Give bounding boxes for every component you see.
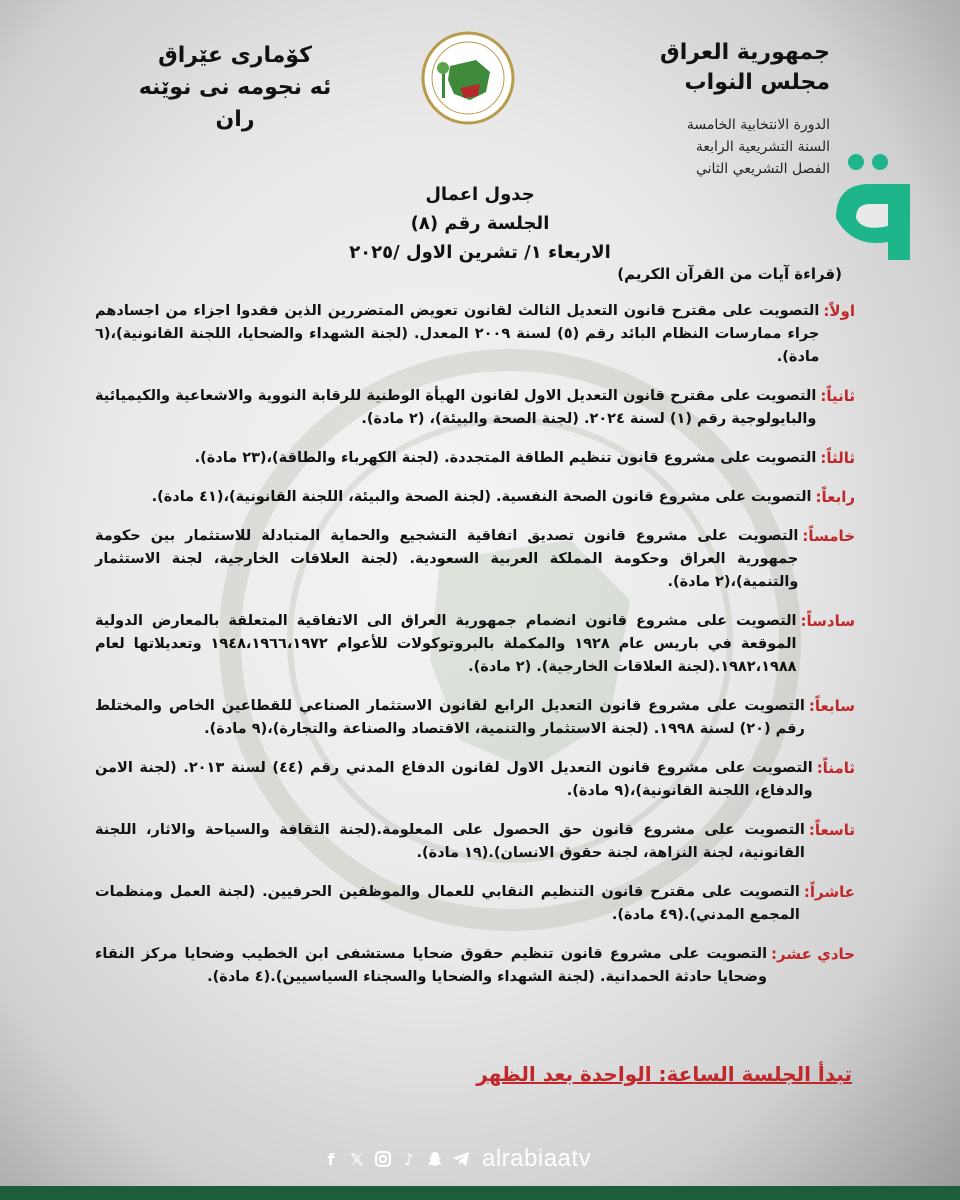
agenda-item	[95, 525, 855, 594]
alrabiaa-logo-icon	[822, 148, 922, 268]
agenda-title	[300, 180, 660, 267]
parliament-name: مجلس النواب	[684, 70, 830, 95]
facebook-icon[interactable]: f	[327, 1149, 335, 1169]
item-label: اولاً:	[823, 302, 855, 320]
item-label: سابعاً:	[808, 697, 855, 715]
item-text: التصويت على مشروع قانون تنظيم الطاقة المتجددة. (لجنة الكهرباء والطاقة)،(٢٣ مادة).	[194, 450, 817, 466]
agenda-item	[95, 300, 855, 369]
item-text: التصويت على مقترح قانون التعديل الثالث لقانون تعويض المتضررين الذين فقدوا اجزاء من اجسادهم جراء ممارسات النظام البائد رقم (٥) لسنة ٢٠٠٩ المعدل. (لجنة الشهداء والضحايا، اللجنة القانونية)،(٦ مادة).	[95, 303, 820, 365]
country-name: جمهورية العراق	[660, 40, 830, 65]
agenda-item	[95, 943, 855, 989]
header-left	[120, 40, 350, 136]
snapchat-icon[interactable]	[426, 1150, 444, 1168]
item-text: التصويت على مشروع قانون الصحة النفسية. (لجنة الصحة والبيئة، اللجنة القانونية)،(٤١ مادة).	[151, 489, 812, 505]
parliament-emblem-icon	[420, 30, 516, 126]
quran-reading: (قراءة آيات من القرآن الكريم)	[617, 265, 842, 283]
agenda-item	[95, 610, 855, 679]
item-label: سادساً:	[800, 612, 855, 630]
session-info-1: الدورة الانتخابية الخامسة	[686, 117, 830, 133]
country-name-kurdish: كۆمارى عێراق	[158, 43, 312, 68]
item-text: التصويت على مشروع قانون انضمام جمهورية العراق الى الاتفاقية المتعلقة بالمعارض الدولية الموقعة في باريس عام ١٩٢٨ والمكملة بالبروتوكولات للأعوام ١٩٤٨،١٩٦٦،١٩٧٢ وتعديلاتها لعام ١٩٨٢،١٩٨٨.(لجنة العلاقات الخارجية). (٢ مادة).	[95, 613, 797, 675]
agenda-item	[95, 695, 855, 741]
parliament-name-kurdish: ئه نجومه نى نوێنه ران	[138, 75, 332, 132]
item-text: التصويت على مشروع قانون حق الحصول على المعلومة.(لجنة الثقافة والسياحة والاثار، اللجنة القانونية، لجنة النزاهة، لجنة حقوق الانسان).(١٩ مادة).	[95, 822, 805, 861]
item-label: تاسعاً:	[808, 821, 855, 839]
item-label: ثالثاً:	[820, 449, 855, 467]
item-label: حادي عشر:	[771, 945, 855, 963]
agenda-item	[95, 486, 855, 509]
telegram-icon[interactable]	[452, 1150, 470, 1168]
instagram-icon[interactable]	[374, 1150, 392, 1168]
item-text: التصويت على مشروع قانون تنظيم حقوق ضحايا مستشفى ابن الخطيب وضحايا مركز النقاء وضحايا حادثة الحمدانية. (لجنة الشهداء والضحايا والسجناء السياسيين).(٤ مادة).	[95, 946, 768, 985]
agenda-heading: جدول اعمال	[425, 184, 535, 205]
agenda-item	[95, 385, 855, 431]
agenda-item	[95, 757, 855, 803]
session-date: الاربعاء ١/ تشرين الاول /٢٠٢٥	[349, 242, 611, 263]
session-info-2: السنة التشريعية الرابعة	[695, 139, 830, 155]
session-info-3: الفصل التشريعي الثاني	[695, 161, 830, 177]
bottom-bar	[0, 1186, 960, 1200]
header-right	[530, 38, 830, 180]
brand-handle[interactable]: alrabiaatv	[482, 1145, 592, 1172]
agenda-item	[95, 447, 855, 470]
item-text: التصويت على مشروع قانون تصديق اتفاقية التشجيع والحماية المتبادلة للاستثمار بين حكومة جمهورية العراق وحكومة المملكة العربية السعودية. (لجنة العلاقات الخارجية، لجنة الاستثمار والتنمية)،(٢ مادة).	[95, 528, 799, 590]
agenda-items	[95, 300, 855, 1005]
item-label: ثامناً:	[816, 759, 855, 777]
item-label: خامساً:	[802, 527, 855, 545]
item-text: التصويت على مقترح قانون التنظيم النقابي للعمال والموظفين الحرفيين. (لجنة العمل ومنظمات المجمع المدني).(٤٩ مادة).	[95, 884, 800, 923]
item-text: التصويت على مشروع قانون التعديل الاول لقانون الدفاع المدني رقم (٤٤) لسنة ٢٠١٣. (لجنة الامن والدفاع، اللجنة القانونية)،(٩ مادة).	[95, 760, 813, 799]
x-icon[interactable]: 𝕏	[350, 1149, 364, 1169]
session-start-time: تبدأ الجلسة الساعة: الواحدة بعد الظهر	[476, 1062, 852, 1086]
item-label: عاشراً:	[803, 883, 855, 901]
item-text: التصويت على مقترح قانون التعديل الاول لقانون الهيأة الوطنية للرقابة النووية والاشعاعية والكيميائية والبايولوجية رقم (١) لسنة ٢٠٢٤. (لجنة الصحة والبيئة)، (٢ مادة).	[95, 388, 817, 427]
agenda-item	[95, 881, 855, 927]
item-text: التصويت على مشروع قانون التعديل الرابع لقانون الاستثمار الصناعي للقطاعين الخاص والمختلط رقم (٢٠) لسنة ١٩٩٨. (لجنة الاستثمار والتنمية، الاقتصاد والصناعة والتجارة)،(٩ مادة).	[95, 698, 805, 737]
tiktok-icon[interactable]: ♪	[403, 1149, 415, 1169]
agenda-item	[95, 819, 855, 865]
item-label: ثانياً:	[820, 387, 855, 405]
session-number: الجلسة رقم (٨)	[410, 213, 550, 234]
item-label: رابعاً:	[815, 488, 855, 506]
social-bar	[322, 1145, 591, 1173]
